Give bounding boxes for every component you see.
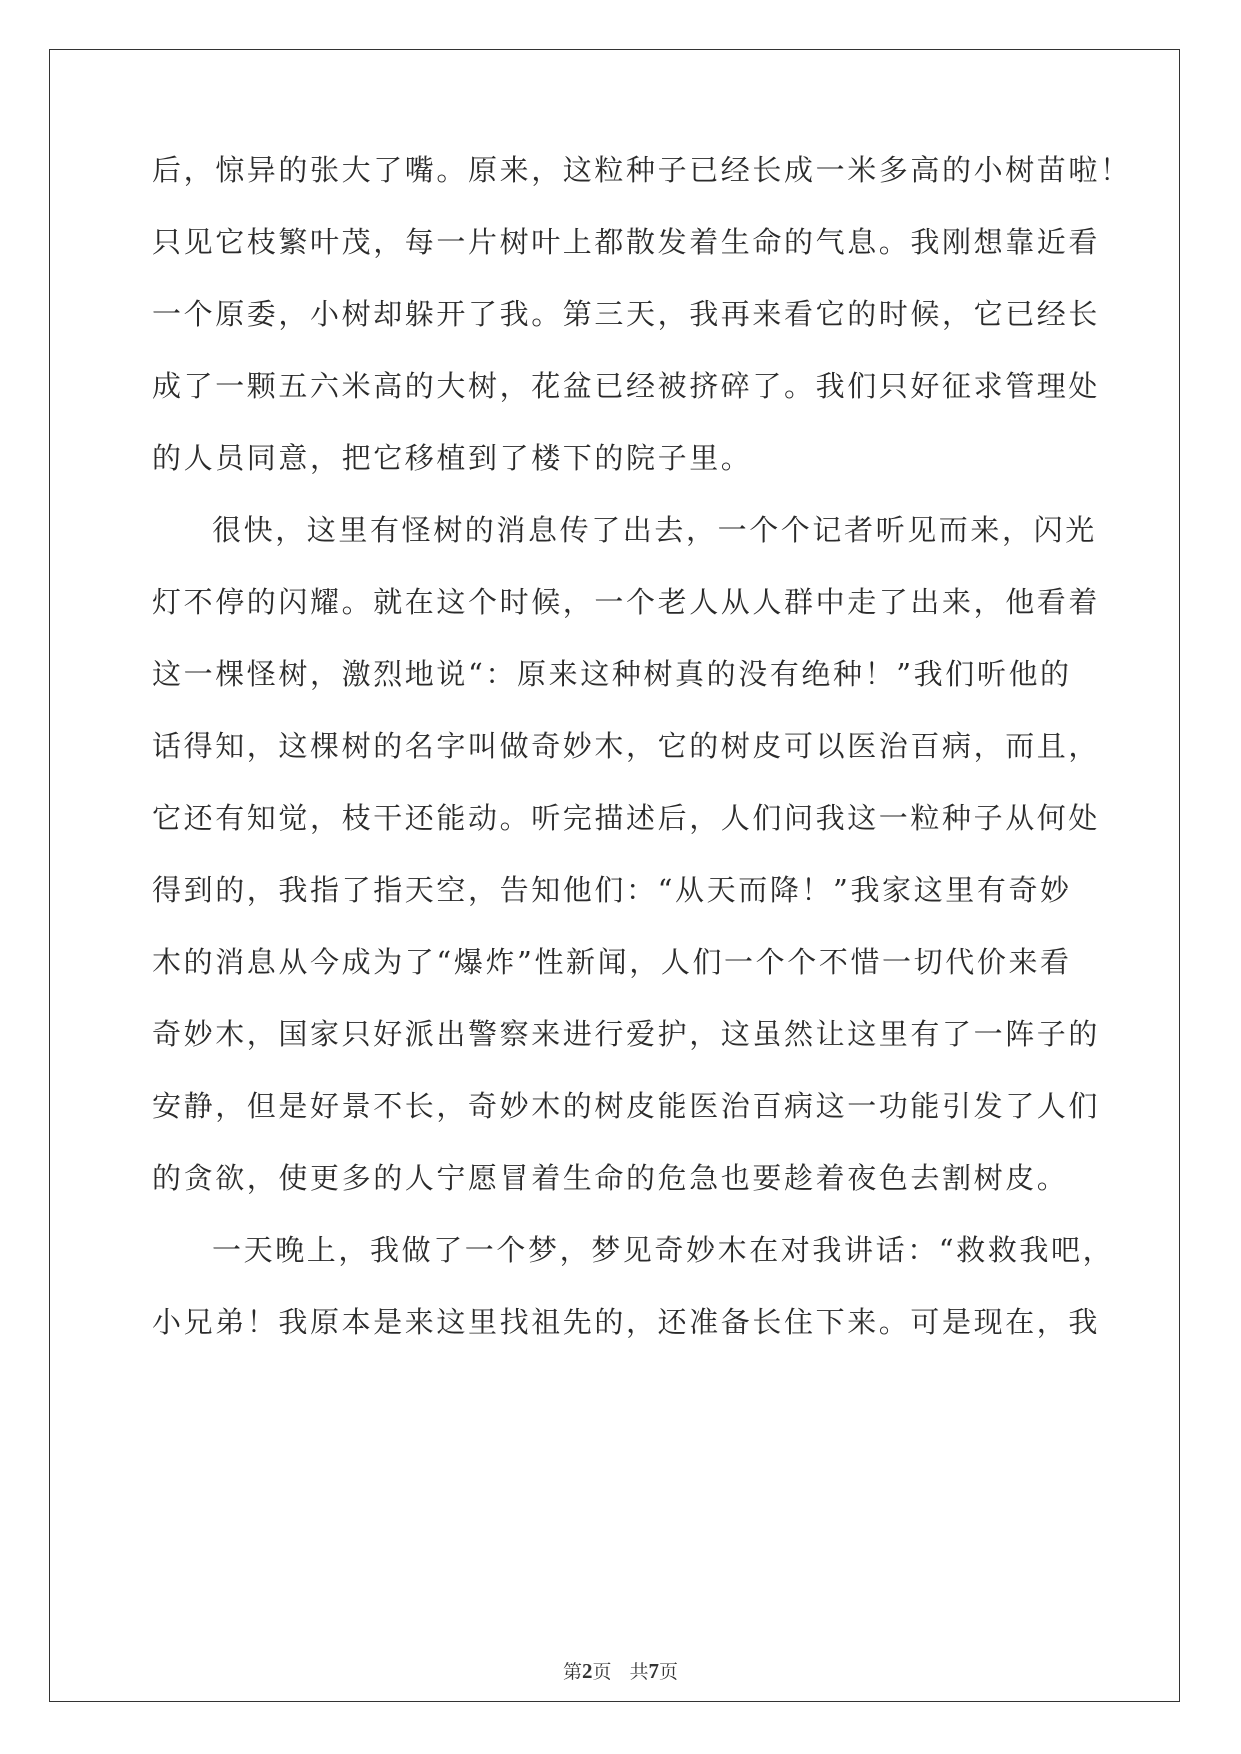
- total-page-number: 7: [648, 1659, 660, 1683]
- page-prefix: 第: [562, 1661, 582, 1683]
- text-line: 话得知，这棵树的名字叫做奇妙木，它的树皮可以医治百病，而且，: [152, 729, 1101, 763]
- total-prefix: 共: [629, 1661, 649, 1683]
- text-line: 这一棵怪树，激烈地说“：原来这种树真的没有绝种！”我们听他的: [152, 657, 1072, 691]
- text-line: 灯不停的闪耀。就在这个时候，一个老人从人群中走了出来，他看着: [152, 585, 1101, 619]
- text-line: 它还有知觉，枝干还能动。听完描述后，人们问我这一粒种子从何处: [152, 801, 1101, 835]
- text-line: 的人员同意，把它移植到了楼下的院子里。: [152, 441, 753, 475]
- current-page-number: 2: [581, 1659, 593, 1683]
- text-line: 得到的，我指了指天空，告知他们：“从天而降！”我家这里有奇妙: [152, 873, 1072, 907]
- text-line: 奇妙木，国家只好派出警察来进行爱护，这虽然让这里有了一阵子的: [152, 1017, 1101, 1051]
- page-unit: 页: [592, 1661, 612, 1683]
- text-line: 小兄弟！我原本是来这里找祖先的，还准备长住下来。可是现在，我: [152, 1305, 1101, 1339]
- text-line: 成了一颗五六米高的大树，花盆已经被挤碎了。我们只好征求管理处: [152, 369, 1101, 403]
- text-line: 的贪欲，使更多的人宁愿冒着生命的危急也要趁着夜色去割树皮。: [152, 1161, 1069, 1195]
- text-line: 后，惊异的张大了嘴。原来，这粒种子已经长成一米多高的小树苗啦！: [152, 153, 1132, 187]
- text-line: 木的消息从今成为了“爆炸”性新闻，人们一个个不惜一切代价来看: [152, 945, 1072, 979]
- text-line: 安静，但是好景不长，奇妙木的树皮能医治百病这一功能引发了人们: [152, 1089, 1101, 1123]
- paragraph-start-line: 一天晚上，我做了一个梦，梦见奇妙木在对我讲话：“救救我吧，: [212, 1233, 1115, 1267]
- paragraph-start-line: 很快，这里有怪树的消息传了出去，一个个记者听见而来，闪光: [212, 513, 1097, 547]
- text-line: 只见它枝繁叶茂，每一片树叶上都散发着生命的气息。我刚想靠近看: [152, 225, 1101, 259]
- total-unit: 页: [659, 1661, 679, 1683]
- text-line: 一个原委，小树却躲开了我。第三天，我再来看它的时候，它已经长: [152, 297, 1101, 331]
- page-footer: [0, 1658, 1241, 1685]
